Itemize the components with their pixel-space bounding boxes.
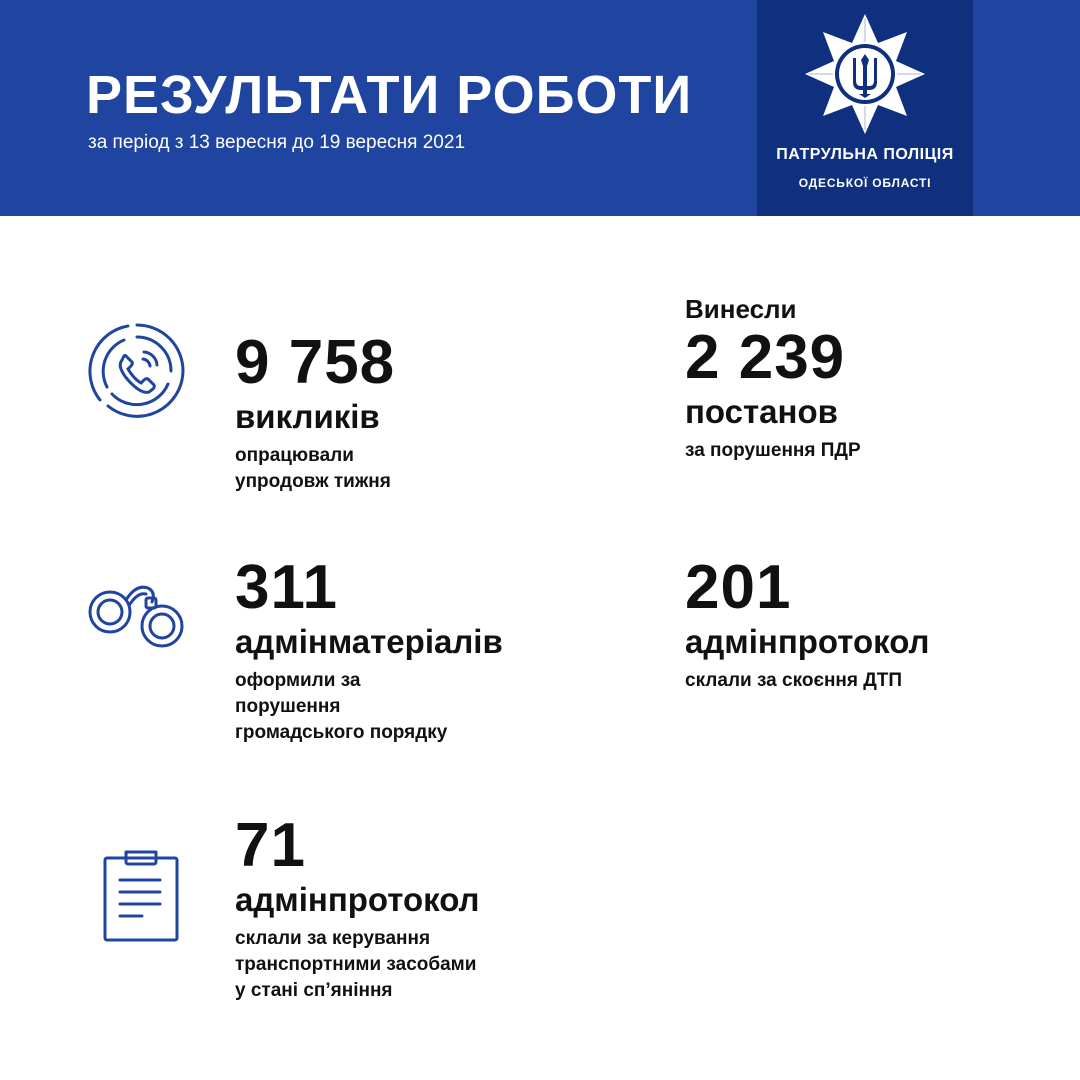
drunk-protocols-desc-line: склали за керування — [235, 928, 431, 949]
badge-region: ОДЕСЬКОЇ ОБЛАСТІ — [798, 176, 932, 190]
police-star-trident-icon — [803, 12, 927, 136]
drunk-protocols-unit: адмінпротокол — [235, 881, 480, 918]
stat-drunk-protocols — [235, 811, 480, 1004]
admin-materials-desc-line: порушення — [235, 696, 341, 717]
drunk-protocols-desc-line: транспортними засобами — [235, 954, 477, 975]
drunk-protocols-description — [235, 926, 480, 1004]
period-subtitle: за період з 13 вересня до 19 вересня 2021 — [88, 132, 466, 153]
stat-calls — [235, 328, 396, 495]
admin-materials-desc-line: оформили за — [235, 670, 361, 691]
calls-desc-line: опрацювали — [235, 445, 354, 466]
stat-accident-protocols — [685, 553, 930, 694]
stat-resolutions — [685, 294, 861, 464]
resolutions-number: 2 239 — [685, 323, 846, 392]
page-title: РЕЗУЛЬТАТИ РОБОТИ — [86, 65, 693, 125]
accident-protocols-description — [685, 668, 930, 694]
calls-desc-line: упродовж тижня — [235, 471, 391, 492]
admin-materials-desc-line: громадського порядку — [235, 722, 448, 743]
resolutions-prefix: Винесли — [685, 294, 797, 324]
drunk-protocols-number: 71 — [235, 811, 306, 880]
accident-protocols-unit: адмінпротокол — [685, 623, 930, 660]
handcuffs-icon — [86, 578, 190, 658]
calls-unit: викликів — [235, 398, 380, 435]
header-banner — [0, 0, 1080, 216]
phone-call-icon — [88, 322, 186, 420]
calls-number: 9 758 — [235, 328, 396, 397]
police-badge — [757, 0, 973, 216]
clipboard-icon — [102, 848, 180, 944]
admin-materials-number: 311 — [235, 553, 339, 622]
drunk-protocols-desc-line: у стані сп’яніння — [235, 980, 393, 1001]
resolutions-unit: постанов — [685, 393, 838, 430]
stat-admin-materials — [235, 553, 503, 746]
resolutions-description — [685, 438, 861, 464]
admin-materials-unit: адмінматеріалів — [235, 623, 503, 660]
badge-title: ПАТРУЛЬНА ПОЛІЦІЯ — [776, 146, 954, 163]
accident-protocols-desc-line: склали за скоєння ДТП — [685, 670, 903, 691]
calls-description — [235, 443, 395, 495]
accident-protocols-number: 201 — [685, 553, 792, 622]
resolutions-desc-line: за порушення ПДР — [685, 440, 861, 461]
admin-materials-description — [235, 668, 503, 746]
